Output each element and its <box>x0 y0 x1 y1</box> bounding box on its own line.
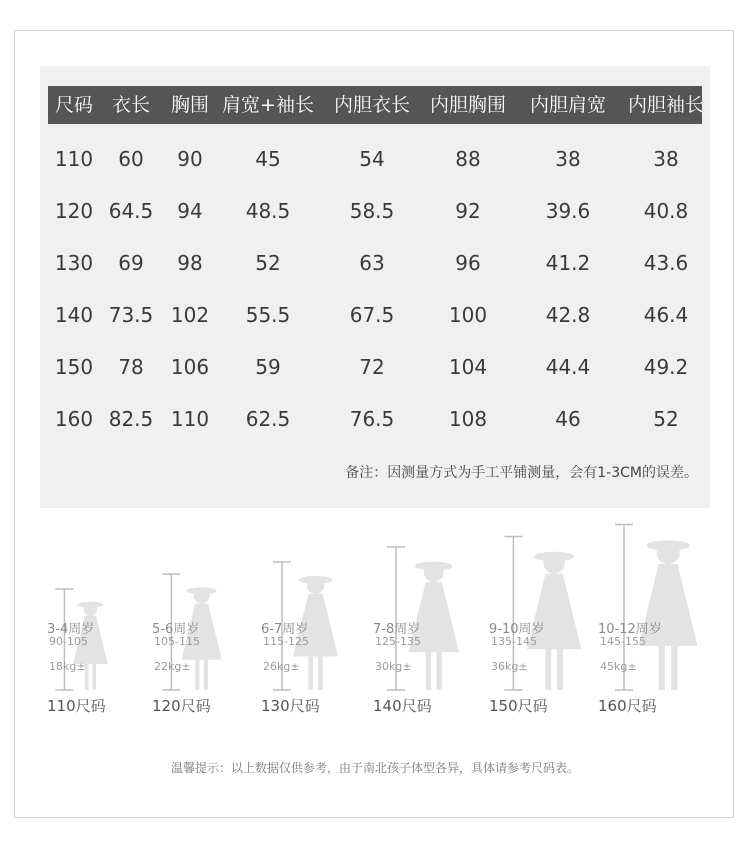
table-cell: 88 <box>455 147 481 171</box>
size-table-panel <box>40 66 710 508</box>
height-range: 115-125 <box>263 635 309 648</box>
table-cell: 54 <box>359 147 385 171</box>
table-cell: 76.5 <box>349 407 395 431</box>
table-cell: 60 <box>118 147 144 171</box>
weight-label: 36kg± <box>491 660 528 673</box>
height-range: 90-105 <box>49 635 88 648</box>
table-cell: 92 <box>455 199 481 223</box>
age-range: 3-4周岁 <box>47 622 95 637</box>
age-range: 6-7周岁 <box>261 622 309 637</box>
header-cell: 胸围 <box>170 94 210 116</box>
table-cell: 108 <box>448 407 488 431</box>
age-range: 10-12周岁 <box>598 622 662 637</box>
table-cell: 96 <box>455 251 481 275</box>
size-label: 150尺码 <box>489 697 548 715</box>
table-cell: 40.8 <box>643 199 689 223</box>
table-cell: 38 <box>653 147 679 171</box>
table-cell: 110 <box>170 407 210 431</box>
table-cell: 150 <box>54 355 94 379</box>
size-label: 140尺码 <box>373 697 432 715</box>
table-cell: 120 <box>54 199 94 223</box>
table-cell: 46 <box>555 407 581 431</box>
size-label: 120尺码 <box>152 697 211 715</box>
table-cell: 58.5 <box>349 199 395 223</box>
table-cell: 63 <box>359 251 385 275</box>
header-cell: 内胆袖长 <box>627 94 705 116</box>
size-label: 160尺码 <box>598 697 657 715</box>
header-cell: 衣长 <box>111 94 151 116</box>
child-silhouette-icon <box>363 520 493 700</box>
header-cell: 内胆胸围 <box>429 94 507 116</box>
table-cell: 49.2 <box>643 355 689 379</box>
table-cell: 64.5 <box>108 199 154 223</box>
weight-label: 18kg± <box>49 660 86 673</box>
table-cell: 78 <box>118 355 144 379</box>
table-cell: 48.5 <box>245 199 291 223</box>
table-cell: 90 <box>177 147 203 171</box>
height-range: 135-145 <box>491 635 537 648</box>
table-cell: 52 <box>255 251 281 275</box>
table-cell: 46.4 <box>643 303 689 327</box>
size-label: 130尺码 <box>261 697 320 715</box>
table-cell: 140 <box>54 303 94 327</box>
table-cell: 52 <box>653 407 679 431</box>
table-cell: 67.5 <box>349 303 395 327</box>
table-cell: 72 <box>359 355 385 379</box>
table-cell: 94 <box>177 199 203 223</box>
weight-label: 45kg± <box>600 660 637 673</box>
table-cell: 160 <box>54 407 94 431</box>
age-range: 5-6周岁 <box>152 622 200 637</box>
table-cell: 73.5 <box>108 303 154 327</box>
table-cell: 98 <box>177 251 203 275</box>
table-cell: 102 <box>170 303 210 327</box>
header-cell: 内胆衣长 <box>333 94 411 116</box>
table-cell: 106 <box>170 355 210 379</box>
table-cell: 45 <box>255 147 281 171</box>
child-silhouette-icon <box>588 520 718 700</box>
table-cell: 41.2 <box>545 251 591 275</box>
table-cell: 62.5 <box>245 407 291 431</box>
measurement-note: 备注：因测量方式为手工平铺测量，会有1-3CM的误差。 <box>345 465 698 481</box>
table-cell: 38 <box>555 147 581 171</box>
height-range: 145-155 <box>600 635 646 648</box>
table-cell: 104 <box>448 355 488 379</box>
header-cell: 肩宽+袖长 <box>222 94 314 116</box>
child-silhouette-icon <box>251 520 381 700</box>
table-cell: 100 <box>448 303 488 327</box>
table-cell: 130 <box>54 251 94 275</box>
weight-label: 26kg± <box>263 660 300 673</box>
table-cell: 42.8 <box>545 303 591 327</box>
table-cell: 44.4 <box>545 355 591 379</box>
header-cell: 尺码 <box>54 94 94 116</box>
table-cell: 55.5 <box>245 303 291 327</box>
age-range: 9-10周岁 <box>489 622 545 637</box>
size-label: 110尺码 <box>47 697 106 715</box>
table-cell: 82.5 <box>108 407 154 431</box>
header-cell: 内胆肩宽 <box>529 94 607 116</box>
age-range: 7-8周岁 <box>373 622 421 637</box>
table-cell: 110 <box>54 147 94 171</box>
table-cell: 69 <box>118 251 144 275</box>
warm-tip: 温馨提示：以上数据仅供参考，由于南北孩子体型各异，具体请参考尺码表。 <box>170 761 579 775</box>
height-range: 125-135 <box>375 635 421 648</box>
table-cell: 59 <box>255 355 281 379</box>
weight-label: 30kg± <box>375 660 412 673</box>
table-cell: 43.6 <box>643 251 689 275</box>
weight-label: 22kg± <box>154 660 191 673</box>
height-range: 105-115 <box>154 635 200 648</box>
table-cell: 39.6 <box>545 199 591 223</box>
